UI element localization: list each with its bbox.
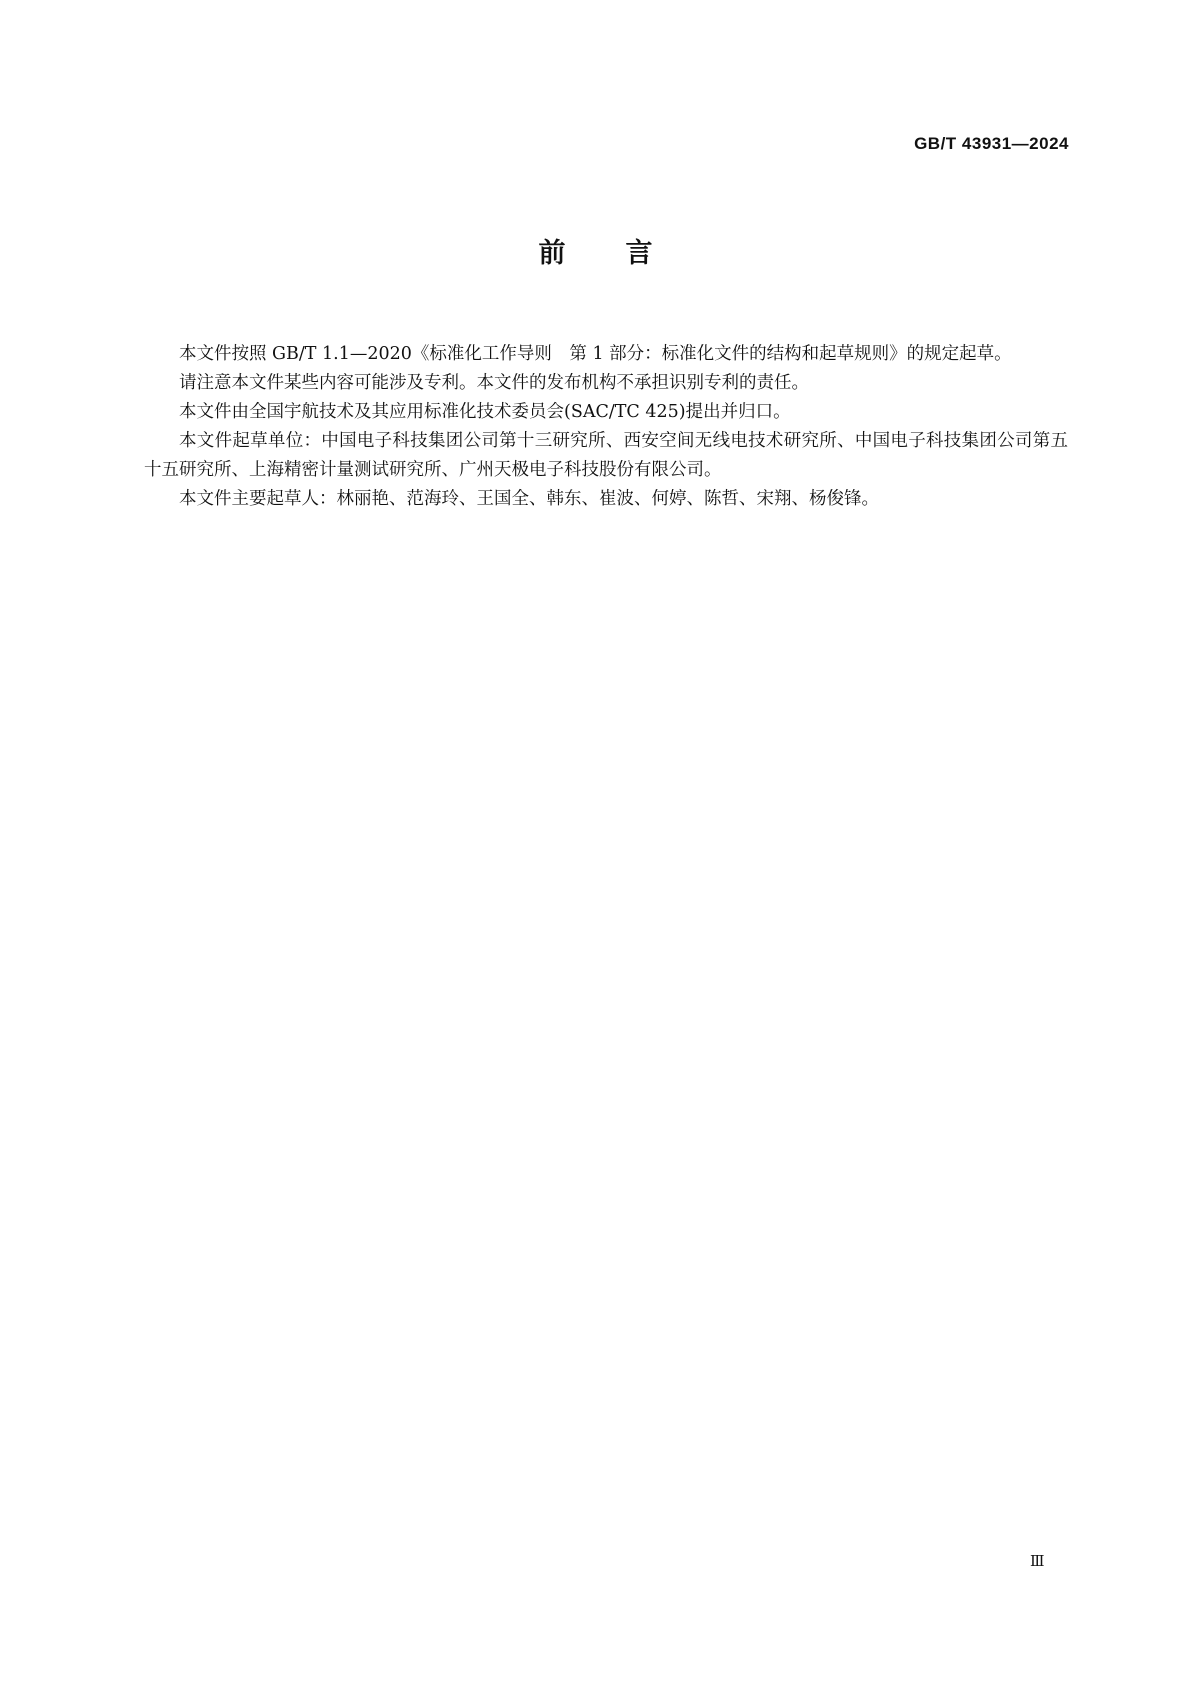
- paragraph-drafting-units: 本文件起草单位：中国电子科技集团公司第十三研究所、西安空间无线电技术研究所、中国电子科技集团公司第五十五研究所、上海精密计量测试研究所、广州天极电子科技股份有限公司。: [144, 431, 1068, 480]
- page-number: Ⅲ: [1030, 1554, 1045, 1570]
- page-title: 前言: [538, 238, 713, 269]
- paragraph-drafters: 本文件主要起草人：林丽艳、范海玲、王国全、韩东、崔波、何婷、陈哲、宋翔、杨俊锋。: [179, 489, 879, 509]
- paragraph-drafting-rules: 本文件按照 GB/T 1.1—2020《标准化工作导则 第 1 部分：标准化文件的结构和起草规则》的规定起草。: [179, 344, 1012, 364]
- standard-number: GB/T 43931—2024: [914, 134, 1069, 153]
- paragraph-patent-notice: 请注意本文件某些内容可能涉及专利。本文件的发布机构不承担识别专利的责任。: [179, 373, 809, 393]
- paragraph-proposer: 本文件由全国宇航技术及其应用标准化技术委员会(SAC/TC 425)提出并归口。: [179, 402, 791, 422]
- preface-body: [144, 340, 1068, 514]
